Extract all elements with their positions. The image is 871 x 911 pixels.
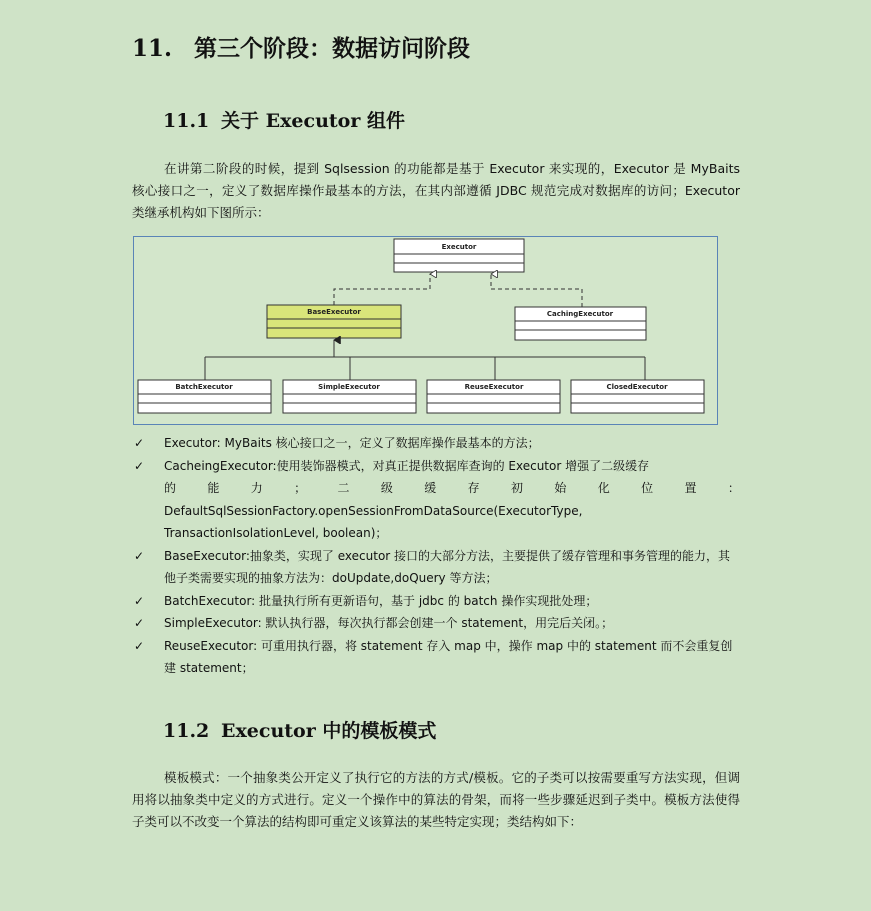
section-heading-11-2 <box>163 716 436 743</box>
class-box-executor <box>394 239 524 272</box>
list-item <box>132 545 740 590</box>
list-item-text: Executor: MyBaits 核心接口之一，定义了数据库操作最基本的方法； <box>164 436 540 450</box>
class-label-simple-executor: SimpleExecutor <box>318 383 380 391</box>
list-item-text: DefaultSqlSessionFactory.openSessionFromDataSource(ExecutorType, <box>164 503 583 518</box>
list-item-text: BatchExecutor: 批量执行所有更新语句，基于 jdbc 的 batch 操作实现批处理； <box>164 593 598 608</box>
inheritance-arrows <box>205 340 645 380</box>
section-title: 关于 Executor 组件 <box>221 110 405 132</box>
spread-char: 初 <box>511 481 524 495</box>
class-label-batch-executor: BatchExecutor <box>175 383 233 391</box>
spread-char: ： <box>727 481 740 495</box>
section-number: 11.2 <box>163 720 210 742</box>
spread-char: 级 <box>380 481 393 495</box>
list-item-text: ReuseExecutor: 可重用执行器，将 statement 存入 map 中，操作 map 中的 statement 而不会重复创建 statement； <box>164 638 733 675</box>
spread-char: 的 <box>164 481 177 495</box>
class-diagram-svg <box>134 237 719 426</box>
list-item <box>132 432 740 455</box>
class-label-reuse-executor: ReuseExecutor <box>464 383 524 391</box>
checkmark-icon: ✓ <box>133 458 145 473</box>
list-item-text: CacheingExecutor:使用装饰器模式，对真正提供数据库查询的 Executor 增强了二级缓存 <box>164 458 650 473</box>
executor-bullet-list <box>132 432 740 680</box>
executor-class-diagram <box>133 236 718 425</box>
spread-char: 化 <box>597 481 610 495</box>
list-item-text: TransactionIsolationLevel, boolean)； <box>164 526 388 540</box>
spread-char: 能 <box>207 481 220 495</box>
chapter-heading <box>132 30 470 63</box>
chapter-number: 11. <box>132 35 173 62</box>
class-box-simple-executor <box>283 380 416 413</box>
spread-char: ； <box>294 481 307 495</box>
list-item-spread-line <box>164 477 740 500</box>
realization-arrows <box>334 274 582 307</box>
section-number: 11.1 <box>163 110 210 132</box>
class-box-base-executor <box>267 305 401 338</box>
list-item <box>132 590 740 613</box>
checkmark-icon: ✓ <box>133 548 145 563</box>
class-label-executor: Executor <box>441 243 477 251</box>
spread-char: 力 <box>250 481 263 495</box>
class-box-reuse-executor <box>427 380 560 413</box>
section-title: Executor 中的模板模式 <box>221 720 437 742</box>
checkmark-icon: ✓ <box>133 616 145 630</box>
list-item <box>132 612 740 635</box>
list-item-text: SimpleExecutor: 默认执行器，每次执行都会创建一个 statement，用完后关闭。； <box>164 616 614 630</box>
spread-char: 二 <box>337 481 350 495</box>
list-item <box>132 635 740 680</box>
class-label-caching-executor: CachingExecutor <box>546 310 614 318</box>
class-label-base-executor: BaseExecutor <box>307 308 361 316</box>
spread-char: 置 <box>684 481 697 495</box>
class-box-closed-executor <box>571 380 704 413</box>
checkmark-icon: ✓ <box>133 593 145 608</box>
section-heading-11-1 <box>163 106 405 133</box>
class-label-closed-executor: ClosedExecutor <box>606 383 668 391</box>
section-2-paragraph: 模板模式：一个抽象类公开定义了执行它的方法的方式/模板。它的子类可以按需要重写方法实现，但调用将以抽象类中定义的方式进行。定义一个操作中的算法的骨架，而将一些步骤延迟到子类中。模板方法使得子类可以不改变一个算法的结构即可重定义该算法的某些特定实现；类结构如下： <box>132 770 740 829</box>
chapter-title: 第三个阶段：数据访问阶段 <box>194 35 470 62</box>
class-box-caching-executor <box>515 307 646 340</box>
section-1-paragraph: 在讲第二阶段的时候，提到 Sqlsession 的功能都是基于 Executor 来实现的，Executor 是 MyBaits 核心接口之一，定义了数据库操作最基本的方法，在其内部遵循 JDBC 规范完成对数据库的访问；Executor 类继承机构如下图所示： <box>132 161 740 220</box>
list-item-text: BaseExecutor:抽象类，实现了 executor 接口的大部分方法，主要提供了缓存管理和事务管理的能力，其他子类需要实现的抽象方法为：doUpdate,doQuery 等方法； <box>164 548 731 585</box>
checkmark-icon: ✓ <box>133 638 145 653</box>
list-item <box>132 455 740 545</box>
spread-char: 位 <box>641 481 654 495</box>
spread-char: 缓 <box>424 481 437 495</box>
class-box-batch-executor <box>138 380 271 413</box>
spread-char: 始 <box>554 481 567 495</box>
spread-char: 存 <box>467 481 480 495</box>
checkmark-icon: ✓ <box>133 436 145 450</box>
